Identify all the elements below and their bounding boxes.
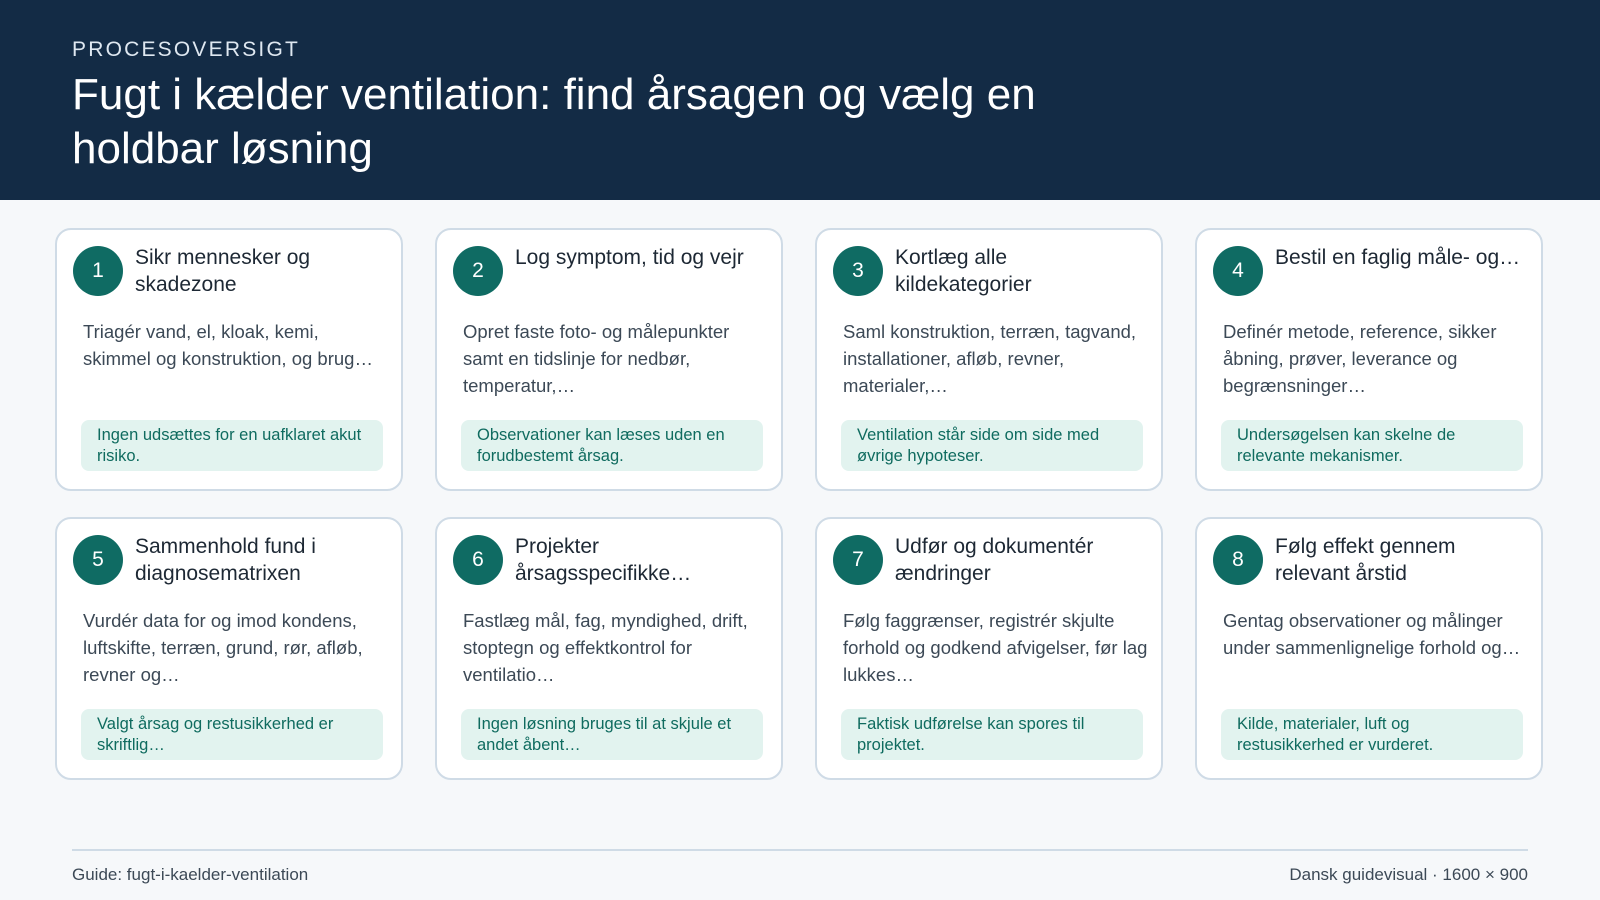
step-outcome: Kilde, materialer, luft og restusikkerhed er vurderet.: [1221, 709, 1523, 760]
step-outcome: Valgt årsag og restusikkerhed er skriftlig…: [81, 709, 383, 760]
step-outcome: Ingen udsættes for en uafklaret akut risiko.: [81, 420, 383, 471]
step-description: Gentag observationer og målinger under sammenlignelige forhold og…: [1223, 610, 1521, 658]
page-header: [0, 0, 1600, 200]
step-title: Log symptom, tid og vejr: [515, 246, 744, 269]
step-outcome: Observationer kan læses uden en forudbestemt årsag.: [461, 420, 763, 471]
step-outcome: Ingen løsning bruges til at skjule et andet åbent…: [461, 709, 763, 760]
footer-guide-label: Guide: fugt-i-kaelder-ventilation: [72, 865, 309, 884]
step-description: Opret faste foto- og målepunkter samt en tidslinje for nedbør, temperatur,…: [463, 321, 730, 396]
step-card-7: [815, 517, 1163, 780]
step-number-badge: 6: [453, 535, 503, 585]
step-title: Følg effekt gennem relevant årstid: [1275, 535, 1456, 585]
step-outcome: Faktisk udførelse kan spores til projektet.: [841, 709, 1143, 760]
step-number-badge: 5: [73, 535, 123, 585]
step-card-3: [815, 228, 1163, 491]
step-card-5: [55, 517, 403, 780]
step-card-4: [1195, 228, 1543, 491]
step-title: Sikr mennesker og skadezone: [135, 246, 311, 296]
step-description: Triagér vand, el, kloak, kemi, skimmel og konstruktion, og brug…: [83, 321, 373, 369]
step-number-badge: 1: [73, 246, 123, 296]
step-title: Projekter årsagsspecifikke…: [515, 535, 692, 585]
step-number-badge: 8: [1213, 535, 1263, 585]
step-description: Fastlæg mål, fag, myndighed, drift, stoptegn og effektkontrol for ventilatio…: [463, 610, 748, 685]
step-card-1: [55, 228, 403, 491]
footer-divider: [72, 849, 1528, 851]
page-eyebrow: PROCESOVERSIGT: [72, 38, 301, 61]
step-card-2: [435, 228, 783, 491]
step-number-badge: 7: [833, 535, 883, 585]
footer-meta-label: Dansk guidevisual · 1600 × 900: [1289, 865, 1528, 884]
step-description: Vurdér data for og imod kondens, luftskifte, terræn, grund, rør, afløb, revner og…: [83, 610, 363, 685]
step-title: Udfør og dokumentér ændringer: [895, 535, 1094, 585]
step-number-badge: 2: [453, 246, 503, 296]
step-number-badge: 4: [1213, 246, 1263, 296]
step-title: Sammenhold fund i diagnosematrixen: [135, 535, 316, 585]
step-title: Kortlæg alle kildekategorier: [895, 246, 1032, 296]
step-number-badge: 3: [833, 246, 883, 296]
step-title: Bestil en faglig måle- og…: [1275, 246, 1521, 269]
step-card-8: [1195, 517, 1543, 780]
step-description: Definér metode, reference, sikker åbning, prøver, leverance og begrænsninger…: [1223, 321, 1497, 396]
step-description: Følg faggrænser, registrér skjulte forhold og godkend afvigelser, før lag lukkes…: [843, 610, 1148, 685]
step-outcome: Ventilation står side om side med øvrige hypoteser.: [841, 420, 1143, 471]
step-outcome: Undersøgelsen kan skelne de relevante mekanismer.: [1221, 420, 1523, 471]
step-card-6: [435, 517, 783, 780]
step-description: Saml konstruktion, terræn, tagvand, installationer, afløb, revner, materialer,…: [843, 321, 1137, 396]
page-title: Fugt i kælder ventilation: find årsagen og vælg en holdbar løsning: [72, 70, 1036, 173]
